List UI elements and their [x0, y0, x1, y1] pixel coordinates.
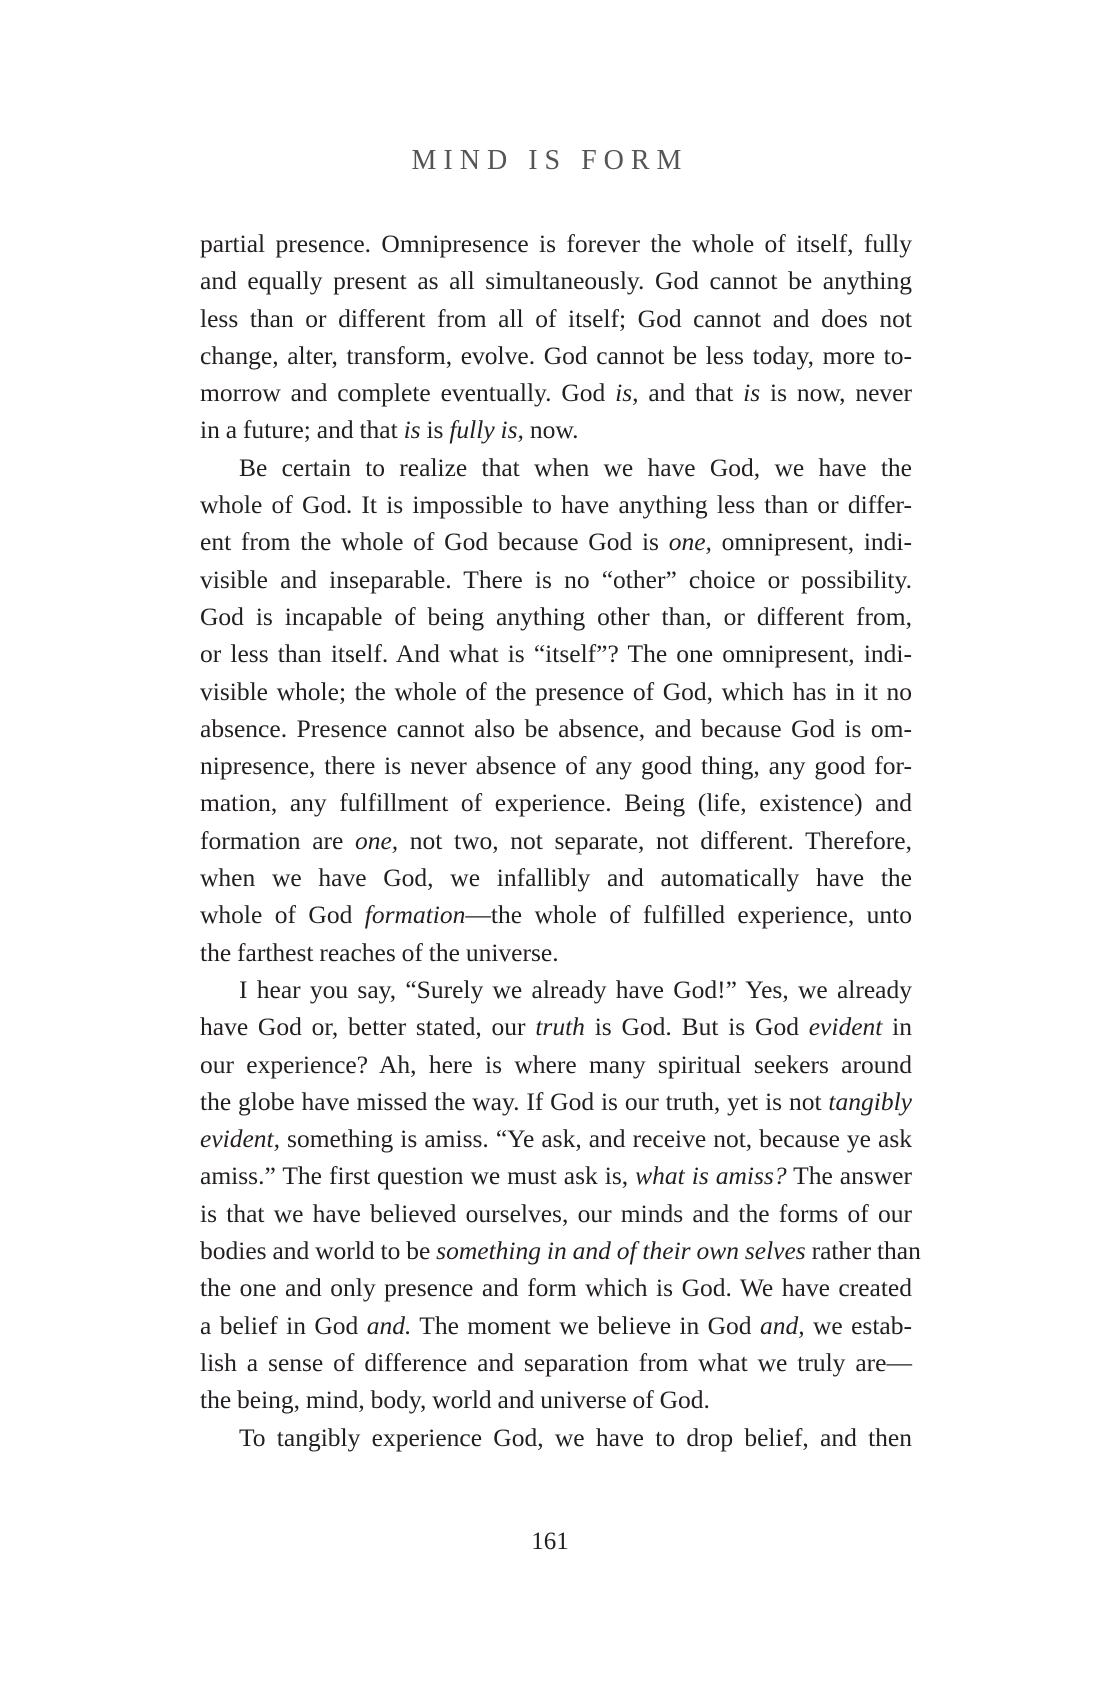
page-number: 161: [531, 1528, 569, 1555]
italic-text: fully is,: [449, 415, 524, 445]
text-line: [200, 523, 912, 560]
italic-text: and,: [759, 1310, 805, 1340]
text-line: [200, 896, 912, 933]
text-line: [200, 561, 912, 598]
text-line: [200, 1157, 912, 1194]
italic-text: what is amiss?: [635, 1161, 787, 1191]
italic-text: evident,: [200, 1124, 280, 1154]
italic-text: one,: [354, 825, 399, 855]
text-run: —the whole of fulfilled experience, unto: [465, 900, 912, 930]
text-line: [200, 1307, 912, 1344]
text-line: [200, 1046, 912, 1083]
text-run: the being, mind, body, world and universe of God.: [200, 1385, 710, 1415]
text-line: [200, 1381, 912, 1418]
text-line: [200, 225, 912, 262]
text-run: formation are: [200, 825, 355, 855]
text-run: The moment we believe in God: [411, 1310, 760, 1340]
paragraph: [200, 449, 912, 971]
text-run: mation, any fulfillment of experience. Being (life, existence) and: [200, 788, 912, 818]
text-line: [200, 486, 912, 523]
italic-text: is,: [615, 378, 639, 408]
text-line: [200, 1419, 912, 1456]
text-line: [200, 449, 912, 486]
text-run: when we have God, we infallibly and automatically have the: [200, 863, 912, 893]
text-run: and that: [638, 378, 744, 408]
text-run: visible whole; the whole of the presence of God, which has in it no: [200, 676, 912, 706]
text-run: rather than: [805, 1236, 921, 1266]
italic-text: truth: [535, 1012, 585, 1042]
running-head: MIND IS FORM: [411, 145, 689, 176]
text-line: [200, 1344, 912, 1381]
italic-text: tangibly: [828, 1086, 912, 1116]
text-run: omnipresent, indi-: [711, 527, 913, 557]
text-run: nipresence, there is never absence of any good thing, any good for-: [200, 751, 912, 781]
text-run: the one and only presence and form which is God. We have created: [200, 1273, 912, 1303]
text-run: the globe have missed the way. If God is our truth, yet is not: [200, 1086, 829, 1116]
text-run: and equally present as all simultaneously. God cannot be anything: [200, 266, 912, 296]
text-line: [200, 598, 912, 635]
text-run: morrow and complete eventually. God: [200, 378, 616, 408]
text-run: is that we have believed ourselves, our minds and the forms of our: [200, 1198, 912, 1228]
text-run: something is amiss. “Ye ask, and receive not, because ye ask: [280, 1124, 912, 1154]
text-run: now.: [523, 415, 579, 445]
italic-text: formation: [364, 900, 466, 930]
text-run: absence. Presence cannot also be absence, and because God is om-: [200, 713, 912, 743]
body-text: [200, 225, 921, 1456]
italic-text: one,: [668, 527, 712, 557]
text-line: [200, 822, 912, 859]
text-run: To tangibly experience God, we have to drop belief, and then: [239, 1422, 912, 1452]
text-line: [200, 747, 912, 784]
text-line: [200, 859, 912, 896]
text-run: in a future; and that: [200, 415, 404, 445]
text-run: less than or different from all of itself; God cannot and does not: [200, 303, 912, 333]
text-line: [200, 1269, 912, 1306]
text-run: in: [882, 1012, 912, 1042]
text-run: not two, not separate, not different. Therefore,: [398, 825, 912, 855]
text-run: whole of God: [200, 900, 365, 930]
text-run: the farthest reaches of the universe.: [200, 937, 559, 967]
text-run: our experience? Ah, here is where many spiritual seekers around: [200, 1049, 912, 1079]
text-line: [200, 971, 912, 1008]
text-run: whole of God. It is impossible to have anything less than or differ-: [200, 490, 912, 520]
text-run: I hear you say, “Surely we already have God!” Yes, we already: [239, 974, 912, 1004]
text-run: a belief in God: [200, 1310, 367, 1340]
text-run: The answer: [786, 1161, 912, 1191]
text-run: Be certain to realize that when we have God, we have the: [239, 452, 912, 482]
text-run: bodies and world to be: [200, 1236, 437, 1266]
text-line: [200, 1120, 912, 1157]
italic-text: is: [403, 415, 421, 445]
text-run: is now, never: [760, 378, 912, 408]
text-line: [200, 1195, 912, 1232]
text-line: [200, 1232, 921, 1269]
text-line: [200, 374, 912, 411]
text-run: God is incapable of being anything other than, or different from,: [200, 601, 912, 631]
text-line: [200, 710, 912, 747]
text-line: [200, 300, 912, 337]
text-line: [200, 784, 912, 821]
text-run: is: [420, 415, 450, 445]
italic-text: something in and of their own selves: [436, 1236, 806, 1266]
text-line: [200, 262, 912, 299]
text-line: [200, 411, 912, 448]
text-run: we estab-: [804, 1310, 912, 1340]
text-run: amiss.” The first question we must ask is,: [200, 1161, 636, 1191]
paragraph: [200, 1419, 912, 1456]
text-line: [200, 635, 912, 672]
italic-text: evident: [808, 1012, 883, 1042]
text-line: [200, 673, 912, 710]
text-run: or less than itself. And what is “itself”? The one omnipresent, indi-: [200, 639, 912, 669]
text-line: [200, 934, 912, 971]
paragraph: [200, 971, 921, 1419]
text-line: [200, 1008, 912, 1045]
italic-text: and.: [366, 1310, 412, 1340]
text-line: [200, 337, 912, 374]
text-run: visible and inseparable. There is no “other” choice or possibility.: [200, 564, 912, 594]
text-run: ent from the whole of God because God is: [200, 527, 669, 557]
text-line: [200, 1083, 912, 1120]
text-run: change, alter, transform, evolve. God cannot be less today, more to-: [200, 340, 912, 370]
paragraph: [200, 225, 912, 449]
text-run: is God. But is God: [584, 1012, 809, 1042]
text-run: partial presence. Omnipresence is forever the whole of itself, fully: [200, 229, 912, 258]
italic-text: is: [743, 378, 761, 408]
text-run: lish a sense of difference and separation from what we truly are—: [200, 1347, 912, 1377]
text-run: have God or, better stated, our: [200, 1012, 536, 1042]
